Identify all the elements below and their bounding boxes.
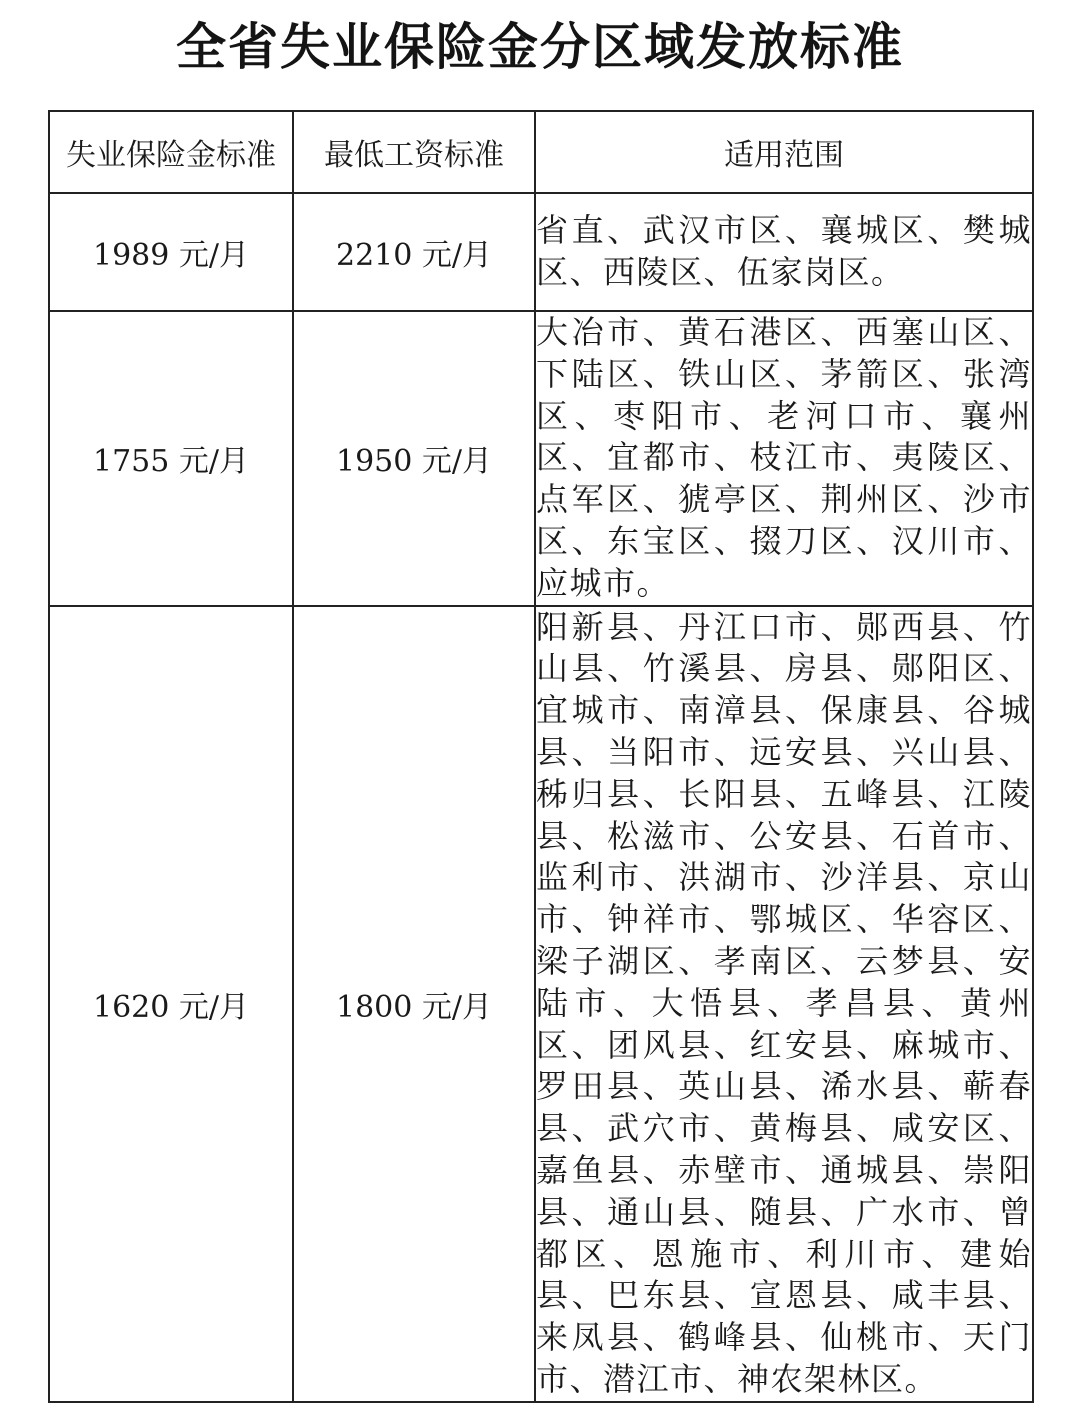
benefit-standards-table — [48, 110, 1034, 1403]
header-min-wage-standard: 最低工资标准 — [293, 111, 535, 193]
scope-cell — [535, 193, 1033, 311]
table-row — [49, 606, 1033, 1402]
table-row — [49, 193, 1033, 311]
table-header-row — [49, 111, 1033, 193]
scope-cell — [535, 311, 1033, 606]
benefit-amount-cell: 1755 元/月 — [49, 311, 293, 606]
scope-text: 省直、武汉市区、襄城区、樊城区、西陵区、伍家岗区。 — [536, 211, 1032, 291]
header-benefit-standard: 失业保险金标准 — [49, 111, 293, 193]
benefit-amount-cell: 1620 元/月 — [49, 606, 293, 1402]
page-title: 全省失业保险金分区域发放标准 — [176, 18, 904, 76]
min-wage-cell: 1800 元/月 — [293, 606, 535, 1402]
header-applicable-scope: 适用范围 — [535, 111, 1033, 193]
min-wage-cell: 1950 元/月 — [293, 311, 535, 606]
table-row — [49, 311, 1033, 606]
min-wage-cell: 2210 元/月 — [293, 193, 535, 311]
benefit-amount-cell: 1989 元/月 — [49, 193, 293, 311]
scope-text: 大冶市、黄石港区、西塞山区、下陆区、铁山区、茅箭区、张湾区、枣阳市、老河口市、襄州区、宜都市、枝江市、夷陵区、点军区、猇亭区、荆州区、沙市区、东宝区、掇刀区、汉川市、应城市。 — [536, 313, 1032, 602]
scope-text: 阳新县、丹江口市、郧西县、竹山县、竹溪县、房县、郧阳区、宜城市、南漳县、保康县、谷城县、当阳市、远安县、兴山县、秭归县、长阳县、五峰县、江陵县、松滋市、公安县、石首市、监利市、洪湖市、沙洋县、京山市、钟祥市、鄂城区、华容区、梁子湖区、孝南区、云梦县、安陆市、大悟县、孝昌县、黄州区、团风县、红安县、麻城市、罗田县、英山县、浠水县、蕲春县、武穴市、黄梅县、咸安区、嘉鱼县、赤壁市、通城县、崇阳县、通山县、随县、广水市、曾都区、恩施市、利川市、建始县、巴东县、宣恩县、咸丰县、来凤县、鹤峰县、仙桃市、天门市、潜江市、神农架林区。 — [536, 607, 1032, 1398]
scope-cell — [535, 606, 1033, 1402]
